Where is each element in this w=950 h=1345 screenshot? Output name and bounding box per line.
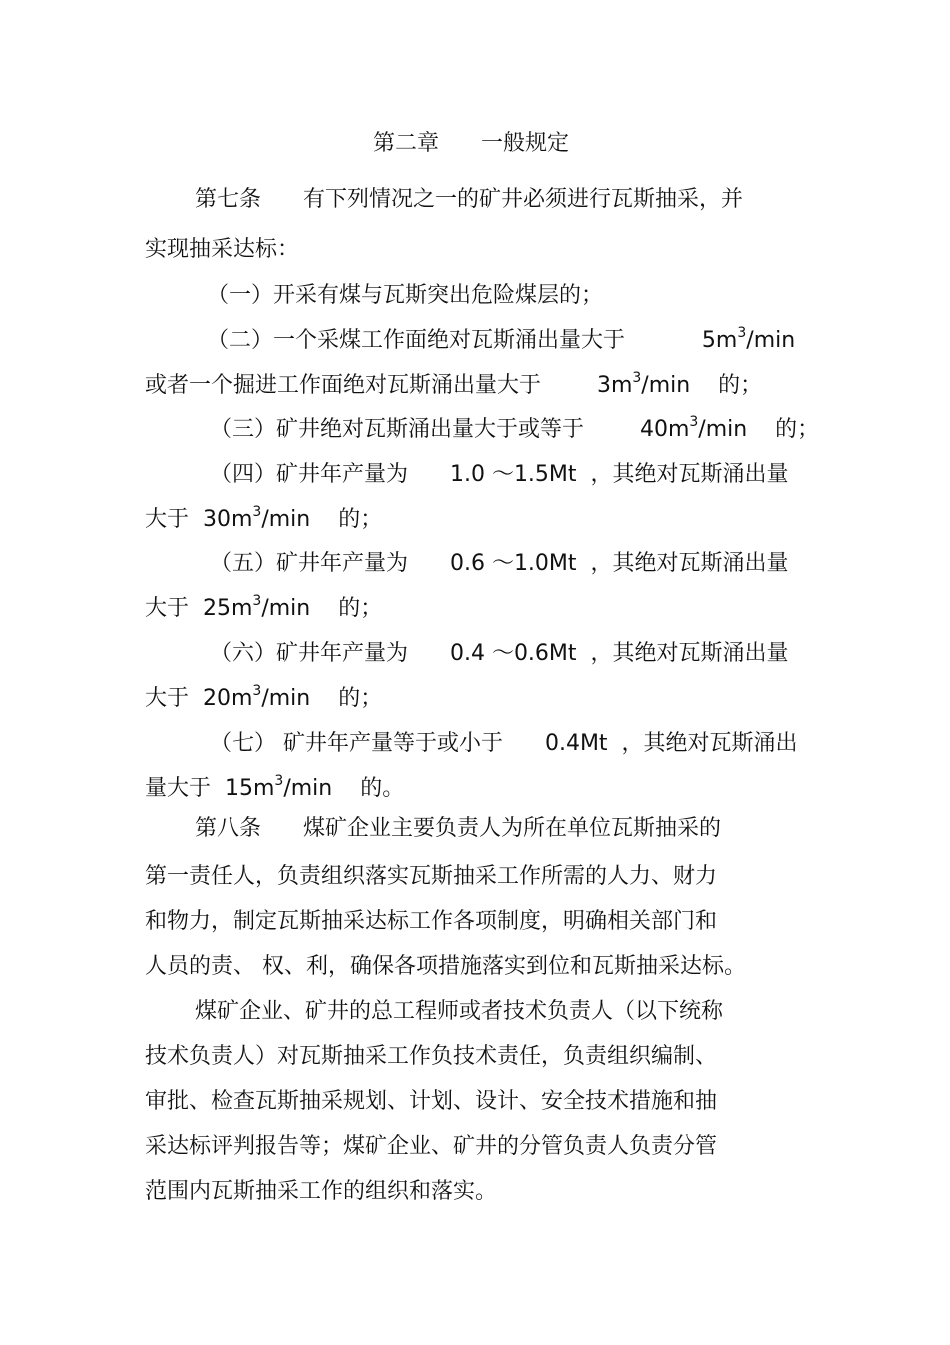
item-4-line-2: [145, 506, 382, 536]
item-5-line-2: [145, 595, 382, 625]
item-5-line-1: （五）矿井年产量为 0.6 ～1.0Mt ，其绝对瓦斯涌出量: [210, 551, 789, 576]
item-3-text: （三）矿井绝对瓦斯涌出量大于或等于 40m: [210, 417, 690, 442]
item-7-line-1: （七） 矿井年产量等于或小于 0.4Mt ，其绝对瓦斯涌出: [210, 731, 798, 756]
article-8-line-2: 第一责任人，负责组织落实瓦斯抽采工作所需的人力、财力: [145, 864, 718, 889]
item-4-line-1: （四）矿井年产量为 1.0 ～1.5Mt ，其绝对瓦斯涌出量: [210, 462, 789, 487]
article-8-line-4: 人员的责、 权、利，确保各项措施落实到位和瓦斯抽采达标。: [145, 954, 746, 979]
paragraph-2-line-4: 采达标评判报告等；煤矿企业、矿井的分管负责人负责分管: [145, 1134, 718, 1159]
item-4-text-cont: 大于 30m: [145, 507, 253, 532]
unit-text: /min 的；: [698, 417, 820, 442]
paragraph-2-line-1: 煤矿企业、矿井的总工程师或者技术负责人（以下统称: [195, 999, 724, 1024]
item-2-line-2: [145, 372, 762, 402]
superscript-3: 3: [252, 593, 262, 609]
unit-text: /min 的；: [261, 596, 383, 621]
article-7-line-2: 实现抽采达标：: [145, 237, 300, 262]
item-2-line-1: [207, 327, 795, 357]
superscript-3: 3: [737, 325, 747, 341]
superscript-3: 3: [689, 414, 699, 430]
item-3: [210, 416, 819, 446]
item-6-text-cont: 大于 20m: [145, 686, 253, 711]
article-8-line-1: 第八条 煤矿企业主要负责人为所在单位瓦斯抽采的: [195, 816, 721, 841]
item-6-line-1: （六）矿井年产量为 0.4 ～0.6Mt ，其绝对瓦斯涌出量: [210, 641, 789, 666]
item-1: （一）开采有煤与瓦斯突出危险煤层的；: [207, 283, 604, 308]
unit-text: /min 的；: [261, 686, 383, 711]
unit-text: /min 的；: [261, 507, 383, 532]
article-8-line-3: 和物力，制定瓦斯抽采达标工作各项制度，明确相关部门和: [145, 909, 718, 934]
superscript-3: 3: [274, 773, 284, 789]
item-7-line-2: [145, 775, 404, 805]
superscript-3: 3: [252, 683, 262, 699]
paragraph-2-line-2: 技术负责人）对瓦斯抽采工作负技术责任，负责组织编制、: [145, 1044, 718, 1069]
chapter-title: 第二章 一般规定: [373, 131, 569, 156]
unit-text: /min 的；: [641, 373, 763, 398]
paragraph-2-line-3: 审批、检查瓦斯抽采规划、计划、设计、安全技术措施和抽: [145, 1089, 718, 1114]
article-7-line-1: 第七条 有下列情况之一的矿井必须进行瓦斯抽采，并: [195, 187, 743, 212]
unit-text: /min 的。: [283, 776, 405, 801]
superscript-3: 3: [632, 370, 642, 386]
paragraph-2-line-5: 范围内瓦斯抽采工作的组织和落实。: [145, 1179, 498, 1204]
item-6-line-2: [145, 685, 382, 715]
item-5-text-cont: 大于 25m: [145, 596, 253, 621]
unit-text: /min: [746, 328, 796, 353]
item-7-text-cont: 量大于 15m: [145, 776, 275, 801]
item-2-text: （二）一个采煤工作面绝对瓦斯涌出量大于 5m: [207, 328, 738, 353]
item-2-text-cont: 或者一个掘进工作面绝对瓦斯涌出量大于 3m: [145, 373, 633, 398]
superscript-3: 3: [252, 504, 262, 520]
